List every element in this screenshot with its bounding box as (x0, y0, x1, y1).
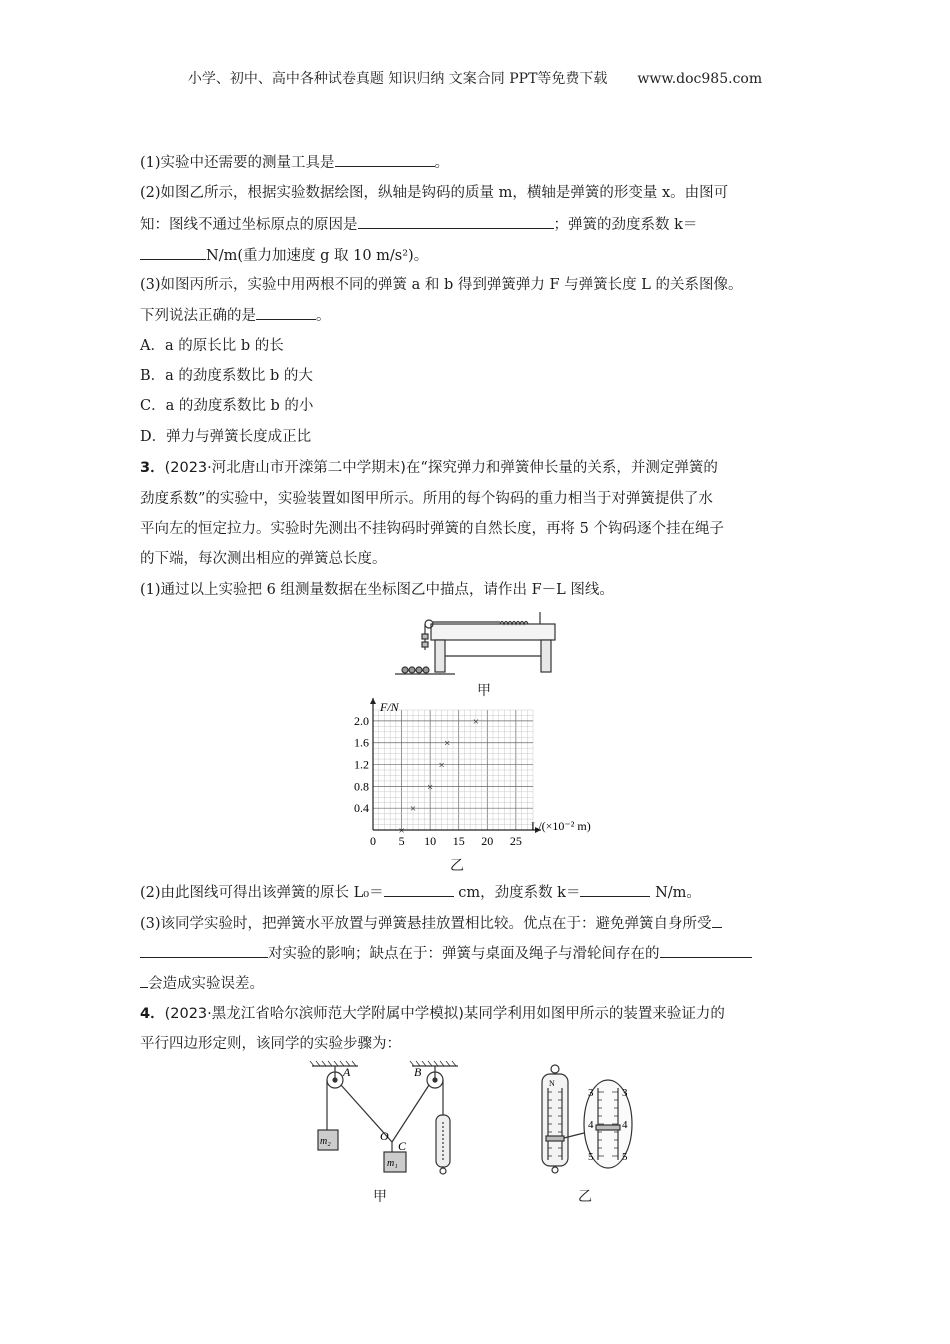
fig-caption-jia: 甲 (477, 683, 491, 699)
data-point: × (398, 825, 405, 837)
q2-option-b: B．a 的劲度系数比 b 的大 (140, 368, 313, 384)
rope-bo (392, 1085, 429, 1142)
pulley-b-axle (433, 1078, 437, 1082)
y-tick-label: 0.4 (354, 801, 369, 816)
label-m1: m₁ (387, 1158, 398, 1169)
y-tick-label: 1.6 (354, 735, 369, 750)
chart-x-label: L/(×10⁻² m) (531, 819, 591, 833)
data-point: × (409, 803, 417, 816)
scale-label-5-right: 5 (622, 1151, 628, 1163)
q3-part2 (140, 882, 820, 903)
hook-weight (422, 634, 428, 639)
label-c: C (398, 1139, 407, 1153)
q4-number: 4． (140, 1006, 165, 1022)
answer-blank[interactable] (256, 305, 316, 320)
answer-blank[interactable] (140, 943, 268, 958)
answer-blank[interactable] (660, 943, 752, 958)
answer-blank[interactable] (140, 973, 148, 988)
q3-line2: 劲度系数”的实验中，实验装置如图甲所示。所用的每个钩码的重力相当于对弹簧提供了水 (140, 491, 713, 507)
q2-p2-text-a: 知：图线不通过坐标原点的原因是 (140, 217, 358, 233)
fig4-caption-yi: 乙 (578, 1189, 592, 1205)
label-m2: m₂ (320, 1136, 331, 1147)
table-leg-left (435, 640, 445, 672)
q2-part3-line2 (140, 305, 820, 326)
q3-line1 (140, 458, 820, 478)
data-point: × (472, 715, 479, 728)
x-tick-label: 25 (509, 834, 522, 848)
q2-option-d: D．弹力与弹簧长度成正比 (140, 429, 312, 445)
q3-part3-line2 (140, 943, 820, 964)
q4-line1 (140, 1004, 820, 1024)
table-leg-right (541, 640, 551, 672)
q3-p2-text-b: cm，劲度系数 k＝ (458, 885, 581, 901)
q2-part2-line2 (140, 214, 820, 235)
data-point: × (427, 781, 434, 794)
q3-part3-line3 (140, 973, 820, 994)
q3-p2-text-c: N/m。 (655, 885, 701, 901)
balance-unit: N (549, 1079, 555, 1088)
x-tick-label: 5 (398, 834, 405, 848)
spring-apparatus-figure (395, 610, 565, 680)
answer-blank[interactable] (580, 882, 650, 897)
balance-ring (551, 1065, 559, 1073)
label-b: B (414, 1065, 422, 1079)
q2-part2-line3 (140, 245, 820, 266)
q2-p3-text-a: 下列说法正确的是 (140, 308, 256, 324)
y-tick-label: 1.2 (354, 757, 369, 772)
x-tick-label: 0 (370, 834, 376, 848)
q4-line2: 平行四边形定则，该同学的实验步骤为： (140, 1036, 401, 1052)
chart-grid (373, 710, 533, 830)
q3-number: 3． (140, 460, 165, 476)
chart-y-label: F/N (380, 700, 399, 714)
answer-blank[interactable] (358, 214, 554, 229)
y-tick-label: 2.0 (354, 713, 369, 728)
hook-weight (422, 642, 428, 647)
q2-part2-line1: (2)如图乙所示，根据实验数据绘图，纵轴是钩码的质量 m，横轴是弹簧的形变量 x。由图可 (140, 185, 729, 201)
scale-label-4-left: 4 (588, 1119, 594, 1131)
q3-part1: (1)通过以上实验把 6 组测量数据在坐标图乙中描点，请作出 F－L 图线。 (140, 582, 614, 598)
answer-blank[interactable] (384, 882, 454, 897)
q2-option-a: A．a 的原长比 b 的长 (140, 338, 284, 354)
weight-on-floor (423, 667, 429, 673)
scale-label-3-left: 3 (588, 1087, 594, 1099)
q3-p2-text-a: (2)由此图线可得出该弹簧的原长 L₀＝ (140, 885, 384, 901)
x-tick-label: 20 (481, 834, 494, 848)
label-a: A (343, 1065, 351, 1079)
q2-p1-text: (1)实验中还需要的测量工具是 (140, 155, 335, 171)
q2-part1 (140, 152, 820, 173)
q3-p3-text-2: 对实验的影响；缺点在于：弹簧与桌面及绳子与滑轮间存在的 (268, 946, 660, 962)
chart-axes (370, 698, 541, 833)
y-axis-arrow (370, 698, 376, 704)
x-tick-label: 10 (424, 834, 437, 848)
q3-p3-text-3: 会造成实验误差。 (148, 976, 264, 992)
label-o: O (380, 1129, 389, 1143)
y-tick-label: 0.8 (354, 779, 369, 794)
weight-on-floor (409, 667, 415, 673)
chart-points (398, 716, 479, 837)
scale-label-4-right: 4 (622, 1119, 628, 1131)
x-tick-label: 15 (452, 834, 465, 848)
zoom-pointer (596, 1125, 620, 1130)
q2-p3-text-b: 。 (316, 308, 331, 324)
header-text: 小学、初中、高中各种试卷真题 知识归纳 文案合同 PPT等免费下载 (187, 71, 608, 87)
spring-scale-hook (440, 1168, 446, 1174)
spring-balance-figure (530, 1062, 645, 1177)
data-point: × (444, 737, 451, 750)
fig4-caption-jia: 甲 (373, 1189, 387, 1205)
fig-caption-yi: 乙 (450, 858, 464, 874)
answer-blank[interactable] (140, 245, 206, 260)
answer-blank[interactable] (335, 152, 435, 167)
q4-source: (2023·黑龙江省哈尔滨师范大学附属中学模拟) (164, 1006, 464, 1022)
q2-option-c: C．a 的劲度系数比 b 的小 (140, 398, 314, 414)
f-l-chart (345, 695, 615, 855)
scale-label-5-left: 5 (588, 1151, 594, 1163)
answer-blank[interactable] (712, 913, 722, 928)
q2-p2-text-b: ；弹簧的劲度系数 k＝ (553, 217, 698, 233)
pulley-setup-figure (300, 1060, 470, 1185)
page-header (0, 68, 950, 88)
table-top (431, 624, 555, 640)
scale-label-3-right: 3 (622, 1087, 628, 1099)
q2-part3-line1: (3)如图丙所示，实验中用两根不同的弹簧 a 和 b 得到弹簧弹力 F 与弹簧长度 L 的关系图像。 (140, 277, 743, 293)
q3-text-1: 在“探究弹力和弹簧伸长量的关系，并测定弹簧的 (405, 460, 718, 476)
q3-p3-text-1: (3)该同学实验时，把弹簧水平放置与弹簧悬挂放置相比较。优点在于：避免弹簧自身所受 (140, 916, 712, 932)
q3-line4: 的下端，每次测出相应的弹簧总长度。 (140, 551, 387, 567)
balance-pointer (546, 1136, 564, 1141)
q4-text-1: 某同学利用如图甲所示的装置来验证力的 (463, 1006, 725, 1022)
pulley-a-axle (333, 1078, 337, 1082)
q2-p1-end: 。 (434, 155, 450, 171)
q2-p2-text-c: N/m(重力加速度 g 取 10 m/s²)。 (206, 248, 429, 264)
q3-line3: 平向左的恒定拉力。实验时先测出不挂钩码时弹簧的自然长度，再将 5 个钩码逐个挂在绳子 (140, 521, 724, 537)
weight-on-floor (402, 667, 408, 673)
balance-hook (552, 1167, 558, 1173)
data-point: × (438, 759, 445, 772)
header-site: www.doc985.com (637, 71, 763, 87)
balance-body (542, 1074, 568, 1166)
q3-source: (2023·河北唐山市开滦第二中学期末) (164, 460, 406, 476)
q3-part3-line1 (140, 913, 820, 934)
weight-on-floor (416, 667, 422, 673)
